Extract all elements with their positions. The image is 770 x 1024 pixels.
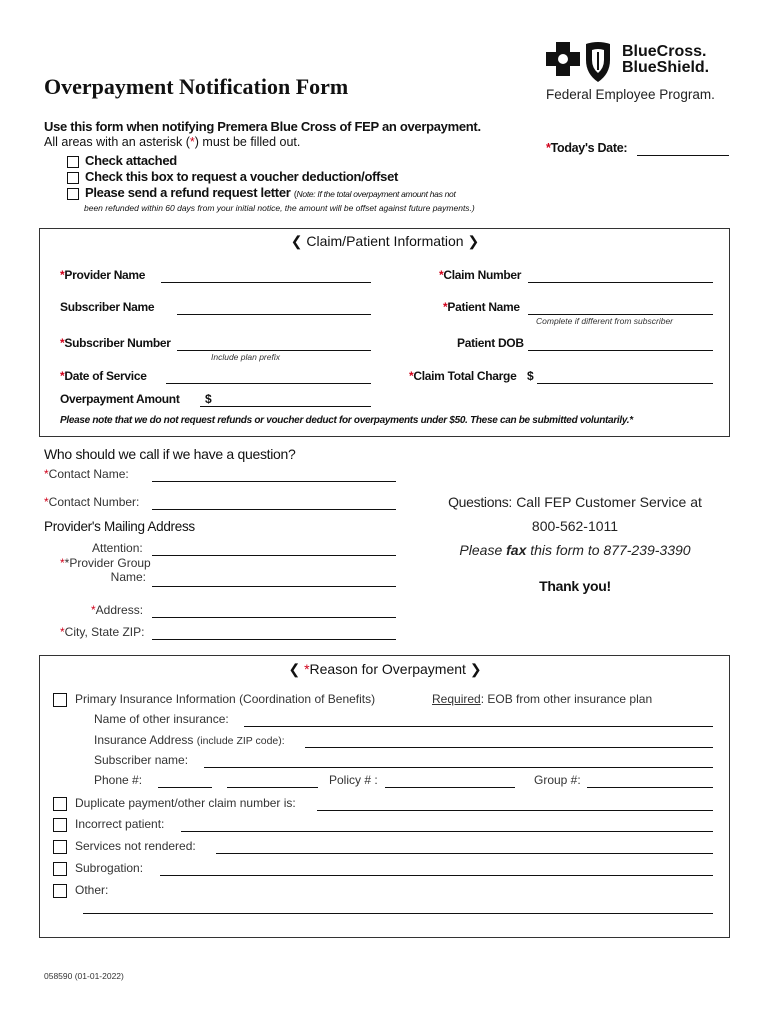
option-voucher-deduction[interactable]: Check this box to request a voucher deduction/offset [67, 169, 398, 184]
incorrect-patient-checkbox[interactable] [53, 818, 67, 832]
claim-total-dollar: $ [527, 369, 534, 383]
insurance-address-label: Insurance Address (include ZIP code): [94, 733, 285, 747]
chevron-left-icon: ❮ [290, 233, 303, 249]
other-insurance-field[interactable] [244, 726, 713, 727]
services-not-rendered-checkbox[interactable] [53, 840, 67, 854]
subscriber-number-field[interactable] [177, 350, 371, 351]
bcbs-logo-icon [546, 42, 618, 84]
overpayment-amount-field[interactable] [200, 406, 371, 407]
subrogation-checkbox[interactable] [53, 862, 67, 876]
refund-letter-checkbox[interactable] [67, 188, 79, 200]
address-field[interactable] [152, 617, 396, 618]
insurance-address-field[interactable] [305, 747, 713, 748]
customer-service-phone: 800-562-1011 [531, 518, 619, 534]
claim-section-header: ❮ Claim/Patient Information ❯ [290, 233, 480, 249]
patient-dob-label: Patient DOB [457, 336, 524, 350]
fax-line: Please fax this form to 877-239-3390 [459, 542, 691, 558]
phone-number-field[interactable] [227, 787, 318, 788]
other-checkbox[interactable] [53, 884, 67, 898]
duplicate-payment-label: Duplicate payment/other claim number is: [75, 796, 296, 810]
address-label: *Address: [91, 603, 144, 617]
form-title: Overpayment Notification Form [44, 74, 349, 99]
contact-number-label: *Contact Number: [44, 495, 140, 509]
subscriber-number-hint: Include plan prefix [211, 352, 280, 362]
bcbs-logo-name: BlueCross. BlueShield. [622, 43, 710, 76]
policy-label: Policy # : [329, 773, 378, 787]
intro-line: Use this form when notifying Premera Blue Cross of FEP an overpayment. [44, 119, 481, 134]
overpayment-dollar: $ [205, 392, 212, 406]
services-not-rendered-label: Services not rendered: [75, 839, 196, 853]
patient-name-hint: Complete if different from subscriber [536, 316, 673, 326]
option-refund-letter[interactable]: Please send a refund request letter (Note: If the total overpayment amount has not [67, 185, 456, 200]
other-field[interactable] [83, 913, 713, 914]
subrogation-field[interactable] [160, 875, 713, 876]
duplicate-payment-checkbox[interactable] [53, 797, 67, 811]
provider-group-label: **Provider Group Name: [60, 556, 151, 584]
provider-name-field[interactable] [161, 282, 371, 283]
date-of-service-field[interactable] [166, 383, 371, 384]
primary-insurance-label: Primary Insurance Information (Coordination of Benefits) [75, 692, 376, 706]
check-attached-checkbox[interactable] [67, 156, 79, 168]
provider-group-field[interactable] [152, 586, 396, 587]
claim-total-charge-label: *Claim Total Charge [409, 369, 517, 383]
contact-heading: Who should we call if we have a question? [44, 446, 296, 462]
claim-total-charge-field[interactable] [537, 383, 713, 384]
bcbs-logo [546, 42, 746, 104]
chevron-left-icon: ❮ [288, 661, 301, 677]
other-label: Other: [75, 883, 109, 897]
city-state-zip-label: *City, State ZIP: [60, 625, 145, 639]
phone-area-field[interactable] [158, 787, 212, 788]
option-check-attached[interactable]: Check attached [67, 153, 177, 168]
overpayment-amount-label: Overpayment Amount [60, 392, 180, 406]
claim-number-label: *Claim Number [439, 268, 522, 282]
chevron-right-icon: ❯ [469, 661, 482, 677]
subscriber-name-field[interactable] [177, 314, 371, 315]
duplicate-payment-field[interactable] [317, 810, 713, 811]
reason-subscriber-name-field[interactable] [204, 767, 713, 768]
services-not-rendered-field[interactable] [216, 853, 713, 854]
attention-label: Attention: [92, 541, 143, 555]
primary-insurance-checkbox[interactable] [53, 693, 67, 707]
attention-field[interactable] [152, 555, 396, 556]
claim-number-field[interactable] [528, 282, 713, 283]
thank-you: Thank you! [539, 578, 611, 594]
refund-note-line2: been refunded within 60 days from your initial notice, the amount will be offset against future payments.) [84, 203, 475, 213]
group-label: Group #: [534, 773, 581, 787]
subrogation-label: Subrogation: [75, 861, 144, 875]
voucher-deduction-checkbox[interactable] [67, 172, 79, 184]
other-insurance-label: Name of other insurance: [94, 712, 229, 726]
subscriber-number-label: *Subscriber Number [60, 336, 171, 350]
contact-name-field[interactable] [152, 481, 396, 482]
date-of-service-label: *Date of Service [60, 369, 147, 383]
fep-label: Federal Employee Program. [546, 87, 715, 102]
mailing-address-heading: Provider's Mailing Address [44, 519, 195, 534]
eob-required-note: Required: EOB from other insurance plan [432, 692, 653, 706]
provider-name-label: *Provider Name [60, 268, 146, 282]
patient-name-field[interactable] [528, 314, 713, 315]
intro-required-note: All areas with an asterisk (*) must be filled out. [44, 135, 301, 149]
group-field[interactable] [587, 787, 713, 788]
chevron-right-icon: ❯ [467, 233, 480, 249]
questions-line: Questions: Call FEP Customer Service at [448, 494, 702, 510]
policy-field[interactable] [385, 787, 515, 788]
incorrect-patient-field[interactable] [181, 831, 713, 832]
phone-label: Phone #: [94, 773, 143, 787]
todays-date-label: *Today's Date: [546, 141, 628, 155]
form-number: 058590 (01-01-2022) [44, 971, 124, 981]
subscriber-name-label: Subscriber Name [60, 300, 155, 314]
minimum-amount-note: Please note that we do not request refunds or voucher deduct for overpayments under $50. These can be submitted voluntarily.* [60, 415, 633, 426]
todays-date-field[interactable] [637, 155, 729, 156]
reason-section-header: ❮ *Reason for Overpayment ❯ [288, 661, 482, 677]
city-state-zip-field[interactable] [152, 639, 396, 640]
patient-dob-field[interactable] [528, 350, 713, 351]
patient-name-label: *Patient Name [443, 300, 520, 314]
incorrect-patient-label: Incorrect patient: [75, 817, 165, 831]
contact-name-label: *Contact Name: [44, 467, 129, 481]
contact-number-field[interactable] [152, 509, 396, 510]
reason-subscriber-name-label: Subscriber name: [94, 753, 189, 767]
